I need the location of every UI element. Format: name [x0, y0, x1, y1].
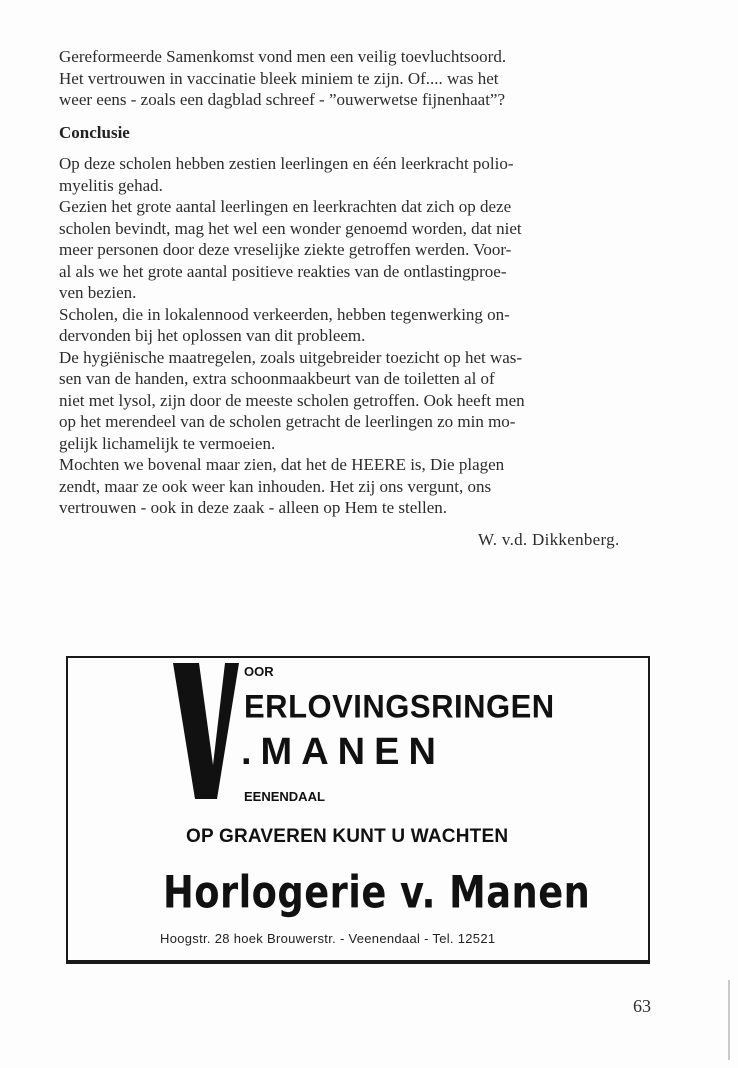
ad-line-manen: .MANEN: [241, 731, 445, 773]
ad-line-eenendaal: EENENDAAL: [244, 789, 325, 804]
text-line: niet met lysol, zijn door de meeste scholen getroffen. Ook heeft men: [59, 390, 525, 410]
text-line: Op deze scholen hebben zestien leerlingen en één leerkracht polio-: [59, 154, 514, 173]
text-line: dervonden bij het oplossen van dit probleem.: [59, 326, 366, 345]
text-line: Het vertrouwen in vaccinatie bleek miniem te zijn. Of.... was het: [59, 68, 499, 88]
ad-address: Hoogstr. 28 hoek Brouwerstr. - Veenendaal - Tel. 12521: [160, 931, 496, 946]
intro-paragraph: [59, 46, 679, 111]
conclusion-body: [59, 153, 679, 519]
page-number: 63: [633, 996, 651, 1016]
text-line: gelijk lichamelijk te vermoeien.: [59, 433, 276, 453]
ad-line-erlovingsringen: ERLOVINGSRINGEN: [244, 688, 555, 725]
text-line: Gereformeerde Samenkomst vond men een veilig toevluchtsoord.: [59, 47, 507, 66]
text-line: ven bezien.: [59, 283, 137, 302]
text-line: Gezien het grote aantal leerlingen en leerkrachten dat zich op deze: [59, 197, 512, 216]
ad-tagline: OP GRAVEREN KUNT U WACHTEN: [186, 826, 509, 847]
text-line: meer personen door deze vreselijke ziekte getroffen werden. Voor-: [59, 240, 512, 259]
text-line: op het merendeel van de scholen getracht de leerlingen zo min mo-: [59, 412, 516, 431]
ad-line-oor: OOR: [244, 664, 274, 679]
text-line: vertrouwen - ook in deze zaak - alleen op Hem te stellen.: [59, 498, 448, 517]
text-line: myelitis gehad.: [59, 175, 163, 195]
text-line: al als we het grote aantal positieve reakties van de ontlastingproe-: [59, 261, 507, 281]
ad-bottom-rule: [66, 962, 650, 964]
text-line: sen van de handen, extra schoonmaakbeurt van de toiletten al of: [59, 369, 495, 388]
author-signature: W. v.d. Dikkenberg.: [478, 530, 620, 549]
text-line: zendt, maar ze ook weer kan inhouden. Het zij ons vergunt, ons: [59, 476, 492, 496]
big-v-logo: [173, 663, 239, 799]
section-heading: Conclusie: [59, 123, 130, 142]
scan-edge-mark: [728, 980, 730, 1060]
text-line: De hygiënische maatregelen, zoals uitgebreider toezicht op het was-: [59, 347, 523, 367]
text-line: weer eens - zoals een dagblad schreef - ”ouwerwetse fijnenhaat”?: [59, 90, 506, 109]
text-line: Scholen, die in lokalennood verkeerden, hebben tegenwerking on-: [59, 304, 510, 324]
text-line: scholen bevindt, mag het wel een wonder genoemd worden, dat niet: [59, 218, 522, 238]
text-line: Mochten we bovenal maar zien, dat het de HEERE is, Die plagen: [59, 455, 505, 474]
ad-shop-name: Horlogerie v. Manen: [163, 867, 591, 919]
